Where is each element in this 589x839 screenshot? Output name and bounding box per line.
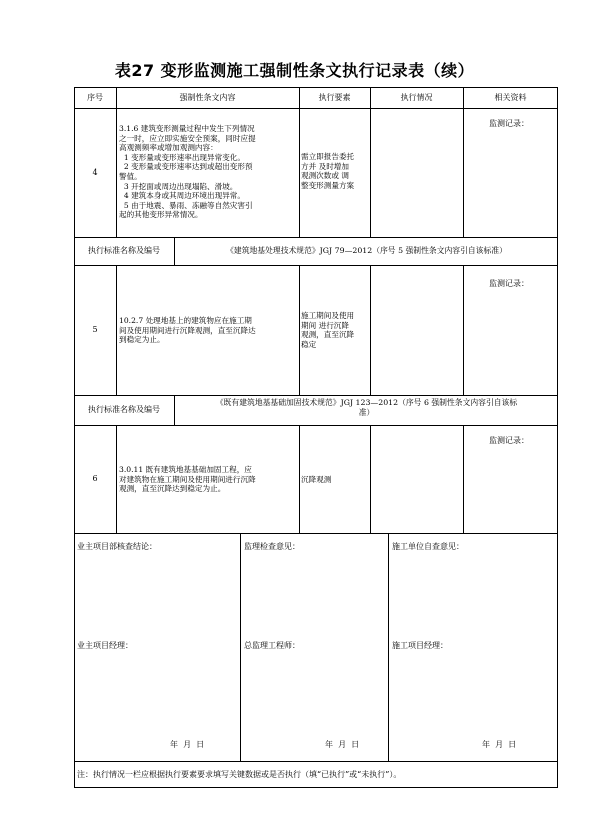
monitoring-record-label: 监测记录： [489, 279, 529, 288]
rule [74, 108, 558, 109]
clause-line: 4 建筑本身或其周边环境出现异常。 [119, 191, 245, 201]
rule [74, 761, 558, 762]
rule [299, 425, 300, 533]
contractor-manager-label: 施工项目经理： [392, 641, 448, 650]
clause-line: 1 变形量或变形速率出现异常变化。 [119, 152, 245, 162]
requirement-line: 期间 进行沉降 [301, 320, 349, 330]
rule [74, 425, 558, 426]
requirement-line: 稳定 [301, 339, 317, 349]
requirement-text [301, 311, 370, 361]
rule [74, 533, 558, 534]
standard-name: 《建筑地基处理技术规范》JGJ 79—2012（序号 5 强制性条文内容引自该标准） [226, 246, 507, 255]
supervision-opinion-label: 监理检查意见： [244, 542, 300, 551]
clause-text [119, 465, 299, 505]
rule [299, 87, 300, 237]
clause-line: 10.2.7 处理地基上的建筑物应在施工期 [119, 316, 252, 325]
monitoring-record-label: 监测记录： [489, 436, 529, 445]
rule [116, 87, 117, 237]
contractor-opinion-label: 施工单位自查意见： [392, 542, 464, 551]
header-requirement: 执行要素 [318, 92, 351, 102]
monitoring-record-label: 监测记录： [489, 119, 529, 128]
footnote: 注：执行情况一栏应根据执行要素要求填写关键数据或是否执行（填“已执行”或“未执行”）。 [77, 770, 402, 779]
clause-line: 对建筑物在施工期间及使用期间进行沉降 [119, 474, 256, 484]
requirement-line: 观测次数或 调 [301, 171, 349, 181]
chief-supervisor-label: 总监理工程师： [244, 641, 300, 650]
clause-line: 5 由于地震、暴雨、冻融等自然灾害引 [119, 200, 253, 210]
requirement-line: 整变形测量方案 [301, 180, 355, 190]
clause-text [119, 124, 299, 234]
clause-line: 3 开挖面或周边出现塌陷、滑坡。 [119, 181, 238, 191]
requirement-line: 施工期间及使用 [301, 311, 355, 320]
rule [116, 425, 117, 533]
clause-line: 3.1.6 建筑变形测量过程中发生下列情况 [119, 124, 255, 133]
date-field[interactable]: 年 月 日 [482, 740, 517, 749]
standard-label: 执行标准名称及编号 [88, 246, 160, 255]
clause-line: 起的其他变形异常情况。 [119, 210, 203, 220]
clause-line: 2 变形量或变形速率达到或超出变形预 [119, 162, 253, 172]
rule [463, 87, 464, 237]
rule [116, 265, 117, 395]
clause-line: 高观测频率或增加观测内容： [119, 143, 218, 153]
requirement-line: 需立即报告委托 [301, 152, 355, 161]
requirement-text: 沉降观测 [301, 475, 332, 484]
header-content: 强制性条文内容 [179, 92, 236, 102]
date-field[interactable]: 年 月 日 [170, 740, 205, 749]
requirement-line: 观测，直至沉降 [301, 330, 355, 340]
standard-name [175, 398, 558, 424]
row-seq: 6 [92, 474, 98, 483]
standard-line: 准） [358, 408, 375, 417]
clause-text [119, 316, 299, 356]
clause-line: 观测，直至沉降达到稳定为止。 [119, 484, 226, 494]
page-title: 表27 变形监测施工强制性条文执行记录表（续） [114, 61, 475, 80]
rule [240, 533, 241, 761]
standard-line: 《既有建筑地基基础加固技术规范》JGJ 123—2012（序号 6 强制性条文内容引自该标 [215, 398, 518, 407]
row-seq: 5 [92, 325, 98, 334]
status-field[interactable] [371, 266, 463, 395]
clause-line: 间及使用期间进行沉降观测，直至沉降达 [119, 325, 256, 335]
clause-line: 警值。 [119, 171, 142, 181]
requirement-line: 方并 及时增加 [301, 161, 349, 171]
standard-label: 执行标准名称及编号 [88, 405, 160, 414]
status-field[interactable] [371, 426, 463, 533]
clause-line: 到稳定为止。 [119, 335, 165, 345]
owner-manager-label: 业主项目经理： [77, 641, 133, 650]
rule [463, 425, 464, 533]
status-field[interactable] [371, 109, 463, 237]
rule [463, 265, 464, 395]
header-material: 相关资料 [494, 92, 527, 102]
header-seq: 序号 [87, 92, 103, 102]
row-seq: 4 [92, 167, 98, 177]
rule [299, 265, 300, 395]
requirement-text [301, 152, 370, 202]
clause-line: 3.0.11 既有建筑地基基础加固工程，应 [119, 465, 252, 474]
header-status: 执行情况 [400, 92, 433, 102]
rule [388, 533, 389, 761]
date-field[interactable]: 年 月 日 [325, 740, 360, 749]
clause-line: 之一时，应立即实施安全预案，同时应提 [119, 133, 256, 143]
rule [74, 265, 558, 266]
owner-conclusion-label: 业主项目部核查结论： [77, 542, 157, 551]
